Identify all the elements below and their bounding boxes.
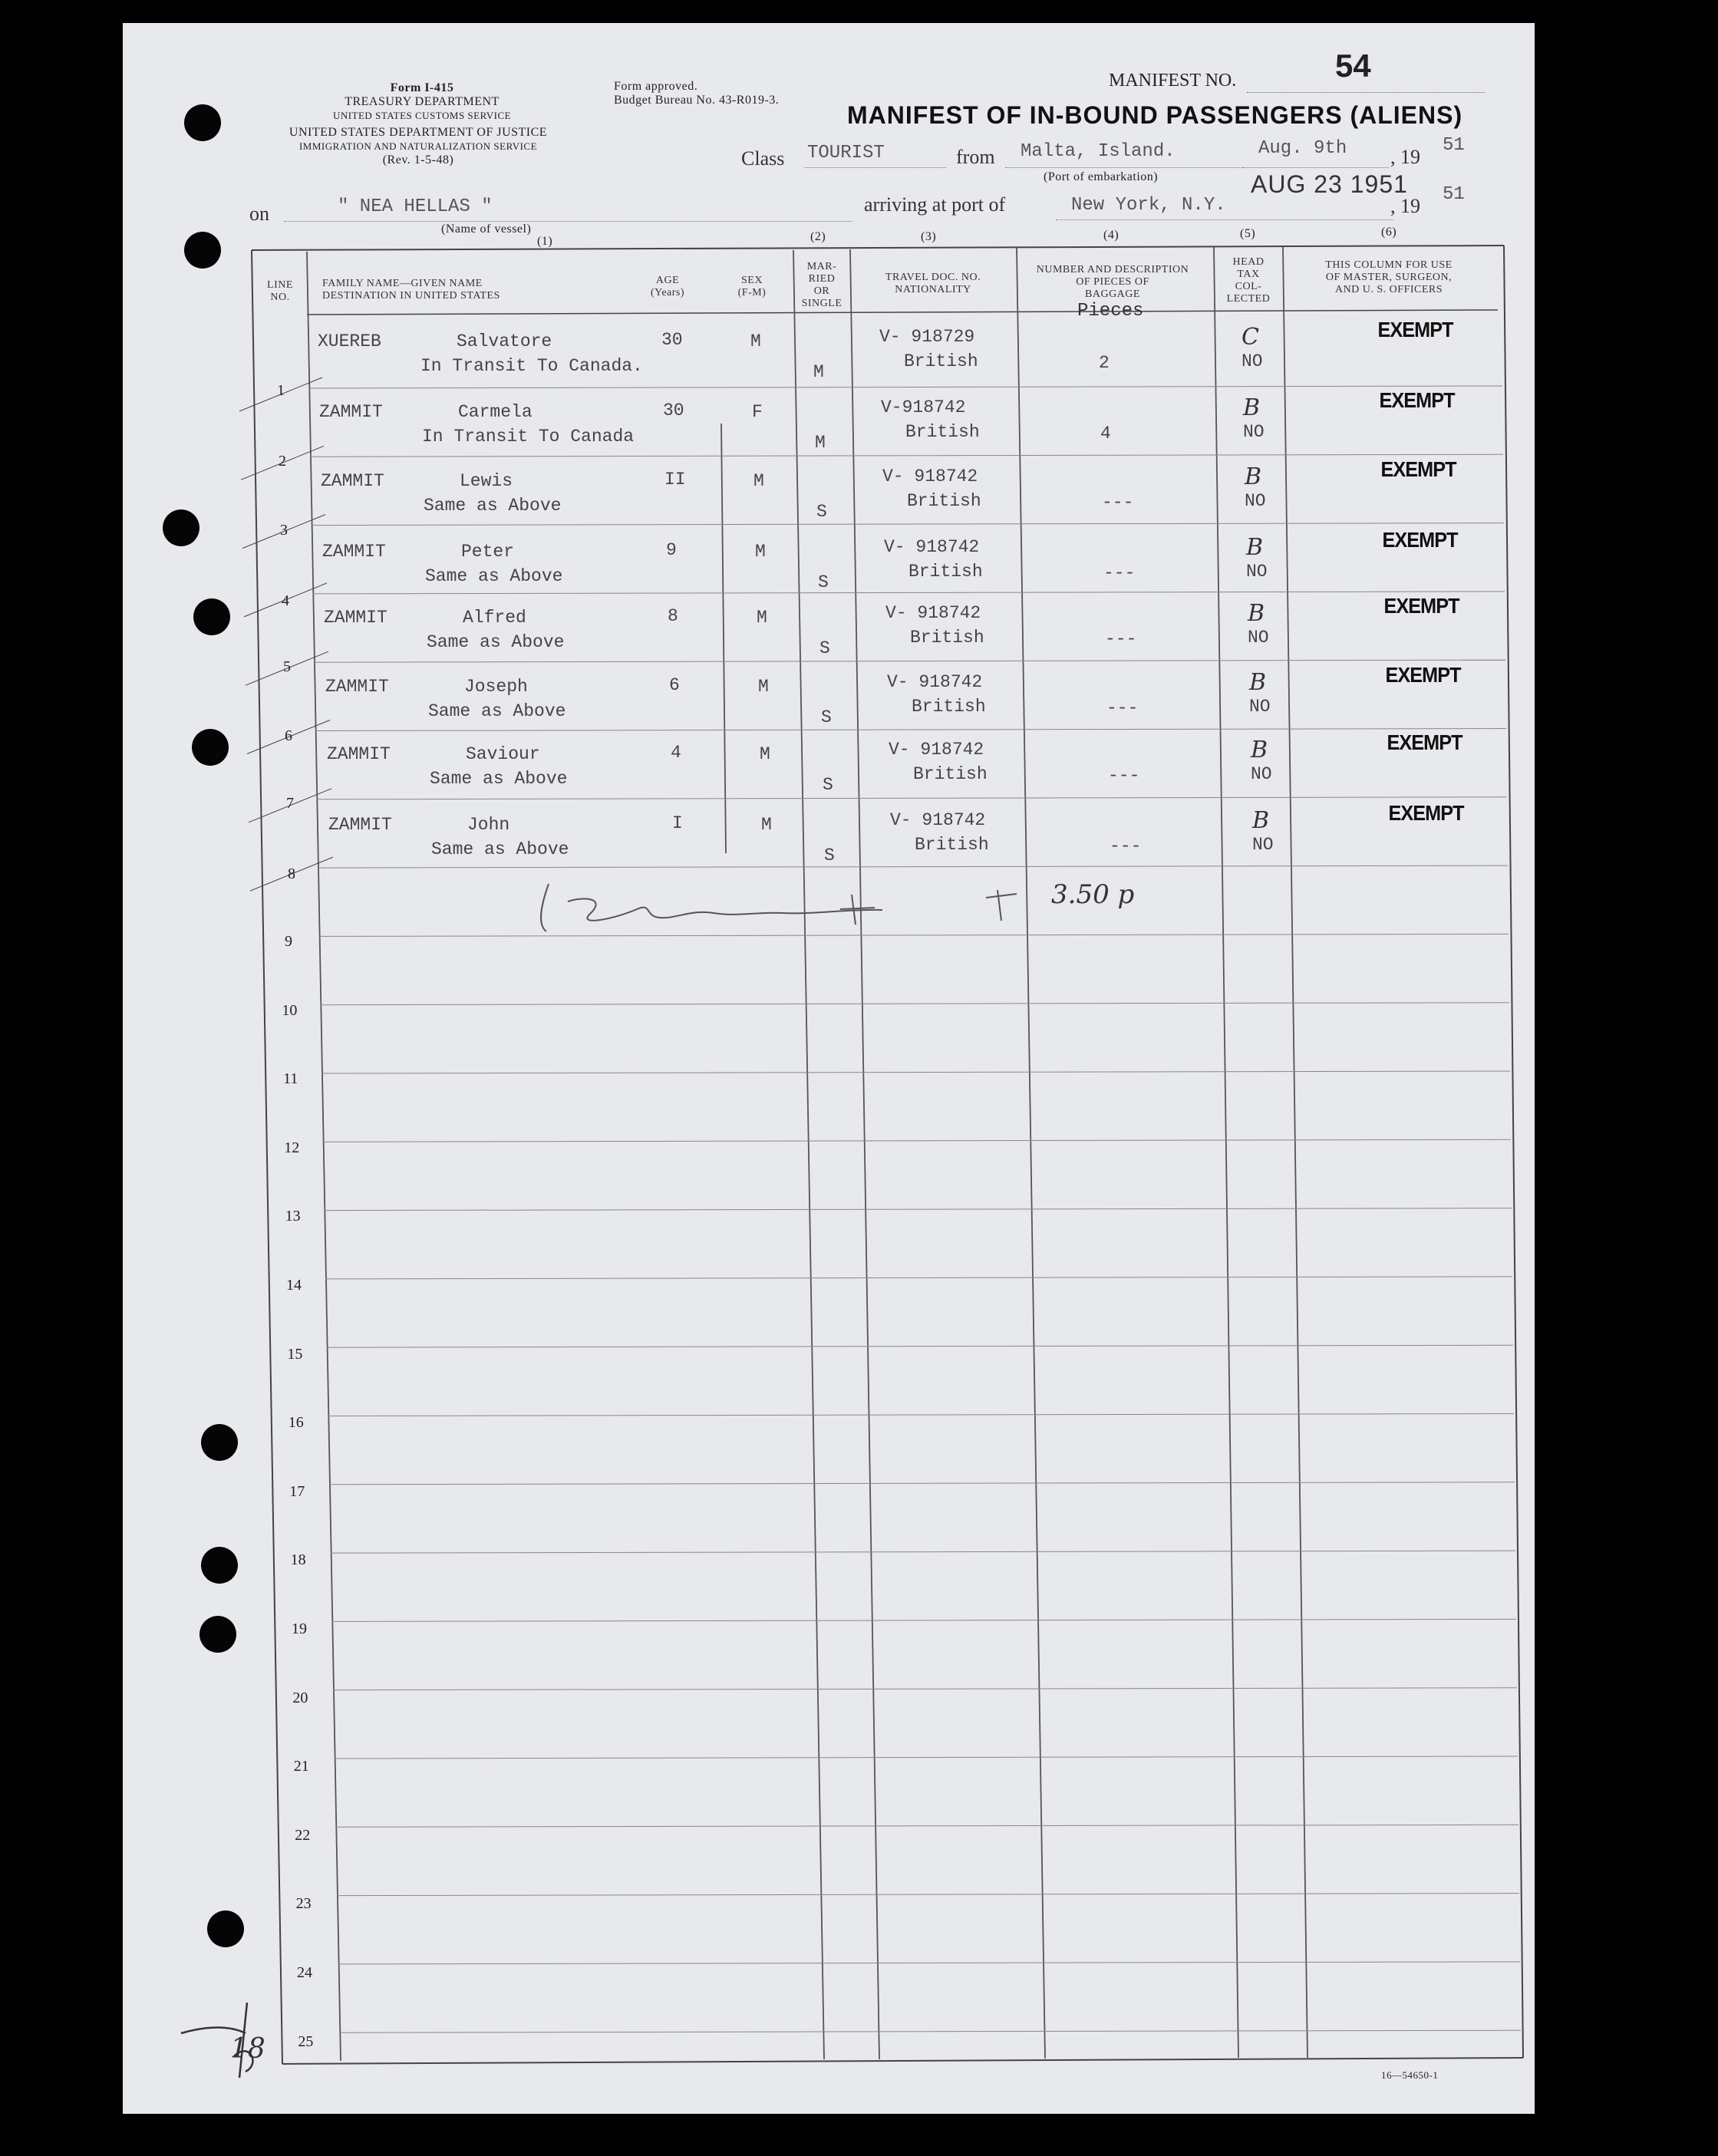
family-name: ZAMMIT xyxy=(325,677,389,697)
header-name-2: DESTINATION IN UNITED STATES xyxy=(322,290,500,302)
head-tax-mark: B xyxy=(1243,394,1261,421)
baggage-count: --- xyxy=(1110,836,1142,856)
line-number: 10 xyxy=(282,1001,298,1019)
margin-mark: 18 xyxy=(230,2033,265,2065)
header-line-no-2: NO. xyxy=(270,292,290,303)
footer-code: 16—54650-1 xyxy=(1381,2069,1439,2081)
form-number: Form I-415 xyxy=(390,81,454,94)
baggage-count: --- xyxy=(1102,493,1134,513)
destination: Same as Above xyxy=(430,769,568,789)
arrival-year-prefix: , 19 xyxy=(1390,195,1420,217)
arrival-year-value: 51 xyxy=(1443,184,1465,205)
line-number: 19 xyxy=(292,1620,307,1637)
marital-status: S xyxy=(824,846,835,865)
age: 9 xyxy=(666,540,677,560)
marital-status: S xyxy=(819,638,830,658)
header-married-1: MAR- xyxy=(806,261,837,272)
line-number: 12 xyxy=(284,1139,300,1156)
arrival-date-stamp: AUG 23 1951 xyxy=(1251,170,1408,198)
col-number: (1) xyxy=(537,235,553,248)
given-name: Saviour xyxy=(466,744,540,764)
head-tax-mark: B xyxy=(1249,669,1267,696)
travel-doc-no: V- 918742 xyxy=(889,740,984,760)
line-number: 16 xyxy=(288,1414,304,1432)
travel-doc-no: V-918742 xyxy=(881,397,966,417)
header-officers-1: THIS COLUMN FOR USE xyxy=(1325,259,1453,271)
given-name: Joseph xyxy=(464,677,528,697)
line-number: 11 xyxy=(283,1070,298,1088)
line-number: 6 xyxy=(285,727,292,744)
handwritten-amount: 3.50 p xyxy=(1051,879,1135,910)
family-name: ZAMMIT xyxy=(319,402,383,422)
destination: Same as Above xyxy=(428,701,566,721)
head-tax-value: NO xyxy=(1246,562,1268,582)
header-married-4: SINGLE xyxy=(801,298,843,309)
marital-status: S xyxy=(823,775,833,795)
line-number: 7 xyxy=(286,795,294,812)
arriving-label: arriving at port of xyxy=(864,193,1006,216)
header-head-tax-3: COL- xyxy=(1235,281,1262,292)
sex: M xyxy=(758,677,769,697)
travel-doc-no: V- 918742 xyxy=(890,810,986,830)
arrival-port: New York, N.Y. xyxy=(1071,195,1226,216)
header-sex-1: SEX xyxy=(741,275,763,286)
line-number: 22 xyxy=(295,1826,311,1844)
exempt-stamp: EXEMPT xyxy=(1383,594,1459,618)
travel-doc-no: V- 918742 xyxy=(884,537,980,557)
year-prefix: , 19 xyxy=(1390,146,1420,168)
nationality: British xyxy=(913,764,988,784)
header-age-1: AGE xyxy=(655,275,680,286)
header-head-tax-1: HEAD xyxy=(1232,256,1265,268)
nationality: British xyxy=(904,351,978,371)
class-value: TOURIST xyxy=(807,143,885,163)
head-tax-value: NO xyxy=(1248,628,1269,648)
header-officers-2: OF MASTER, SURGEON, xyxy=(1325,272,1453,283)
line-number: 24 xyxy=(297,1964,312,1981)
vessel-name: " NEA HELLAS " xyxy=(338,196,493,217)
marital-status: S xyxy=(821,707,832,727)
header-married-2: RIED xyxy=(808,273,836,285)
sex: M xyxy=(761,815,772,835)
port-caption: (Port of embarkation) xyxy=(1044,170,1159,183)
head-tax-mark: B xyxy=(1248,600,1265,627)
col-number: (6) xyxy=(1381,226,1397,239)
line-number: 21 xyxy=(293,1758,309,1775)
given-name: Alfred xyxy=(463,608,526,628)
travel-doc-no: V- 918729 xyxy=(879,327,975,347)
travel-doc-no: V- 918742 xyxy=(882,466,978,486)
destination: Same as Above xyxy=(427,632,565,652)
destination: Same as Above xyxy=(431,839,569,859)
line-number: 2 xyxy=(279,453,286,470)
line-number: 4 xyxy=(282,592,289,609)
head-tax-mark: B xyxy=(1251,737,1268,763)
family-name: XUEREB xyxy=(318,331,381,351)
destination: Same as Above xyxy=(424,496,562,516)
header-baggage-1: NUMBER AND DESCRIPTION xyxy=(1036,264,1189,275)
given-name: Peter xyxy=(461,542,515,562)
line-number: 25 xyxy=(298,2032,314,2050)
head-tax-mark: B xyxy=(1246,534,1264,561)
baggage-pieces-note: Pieces xyxy=(1077,301,1144,321)
given-name: John xyxy=(467,815,510,835)
page-title: MANIFEST OF IN-BOUND PASSENGERS (ALIENS) xyxy=(847,101,1463,129)
baggage-count: --- xyxy=(1106,698,1139,718)
age: 8 xyxy=(668,606,678,626)
col-number: (5) xyxy=(1240,227,1256,240)
baggage-count: --- xyxy=(1108,766,1140,786)
sex: M xyxy=(760,744,770,764)
sex: M xyxy=(753,471,764,491)
age: 30 xyxy=(663,401,684,420)
on-label: on xyxy=(249,203,269,225)
exempt-stamp: EXEMPT xyxy=(1380,457,1456,481)
family-name: ZAMMIT xyxy=(328,815,392,835)
exempt-stamp: EXEMPT xyxy=(1382,528,1458,552)
given-name: Lewis xyxy=(460,471,513,491)
baggage-count: 4 xyxy=(1100,424,1111,443)
destination: Same as Above xyxy=(425,566,563,586)
header-name-1: FAMILY NAME—GIVEN NAME xyxy=(322,278,483,289)
sex: F xyxy=(752,402,763,422)
header-travel-doc-2: NATIONALITY xyxy=(895,284,971,295)
header-line-no-1: LINE xyxy=(267,279,293,291)
form-approved-label: Form approved. xyxy=(614,80,698,93)
head-tax-value: NO xyxy=(1252,835,1274,855)
exempt-stamp: EXEMPT xyxy=(1385,663,1461,687)
given-name: Salvatore xyxy=(457,331,552,351)
col-number: (4) xyxy=(1103,229,1120,242)
manifest-no-value: 54 xyxy=(1335,48,1371,84)
nationality: British xyxy=(907,491,981,511)
header-age-2: (Years) xyxy=(650,287,685,298)
baggage-count: --- xyxy=(1105,629,1137,649)
customs-label: UNITED STATES CUSTOMS SERVICE xyxy=(332,110,512,121)
line-number: 1 xyxy=(277,382,285,399)
head-tax-mark: C xyxy=(1242,324,1259,351)
class-label: Class xyxy=(741,147,785,170)
col-number: (2) xyxy=(810,230,826,243)
family-name: ZAMMIT xyxy=(324,608,387,628)
family-name: ZAMMIT xyxy=(321,471,384,491)
marital-status: S xyxy=(818,572,829,592)
sex: M xyxy=(750,331,761,351)
line-number: 18 xyxy=(290,1551,306,1569)
head-tax-mark: B xyxy=(1245,463,1262,490)
family-name: ZAMMIT xyxy=(327,744,391,764)
doj-label: UNITED STATES DEPARTMENT OF JUSTICE xyxy=(289,126,548,139)
baggage-count: --- xyxy=(1103,563,1136,583)
family-name: ZAMMIT xyxy=(322,542,386,562)
destination: In Transit To Canada. xyxy=(420,356,643,376)
line-number: 14 xyxy=(286,1277,302,1294)
marital-status: M xyxy=(815,433,826,453)
header-baggage-2: OF PIECES OF xyxy=(1076,276,1149,288)
head-tax-value: NO xyxy=(1243,422,1265,442)
age: 30 xyxy=(661,330,683,350)
baggage-count: 2 xyxy=(1099,353,1110,373)
revision-label: (Rev. 1-5-48) xyxy=(382,153,454,166)
header-travel-doc-1: TRAVEL DOC. NO. xyxy=(885,272,981,283)
sex: M xyxy=(757,608,767,628)
treasury-label: TREASURY DEPARTMENT xyxy=(345,95,500,108)
col-number: (3) xyxy=(921,230,937,243)
nationality: British xyxy=(905,422,980,442)
budget-bureau-label: Budget Bureau No. 43-R019-3. xyxy=(614,94,780,107)
line-number: 17 xyxy=(289,1482,305,1500)
marital-status: M xyxy=(813,362,824,382)
exempt-stamp: EXEMPT xyxy=(1377,318,1453,341)
head-tax-value: NO xyxy=(1245,491,1266,511)
given-name: Carmela xyxy=(458,402,533,422)
exempt-stamp: EXEMPT xyxy=(1379,388,1455,412)
header-head-tax-4: LECTED xyxy=(1226,293,1271,305)
marital-status: S xyxy=(816,502,827,522)
exempt-stamp: EXEMPT xyxy=(1388,801,1464,825)
from-label: from xyxy=(956,146,995,168)
nationality: British xyxy=(908,562,983,582)
header-married-3: OR xyxy=(813,285,830,297)
ins-label: IMMIGRATION AND NATURALIZATION SERVICE xyxy=(298,140,538,152)
head-tax-value: NO xyxy=(1251,764,1272,784)
exempt-stamp: EXEMPT xyxy=(1387,730,1462,754)
line-number: 3 xyxy=(280,522,288,539)
line-number: 13 xyxy=(285,1208,301,1225)
head-tax-value: NO xyxy=(1249,697,1271,717)
departure-date: Aug. 9th xyxy=(1258,138,1347,159)
manifest-no-label: MANIFEST NO. xyxy=(1109,71,1237,91)
year-value: 51 xyxy=(1443,135,1465,156)
nationality: British xyxy=(910,628,984,648)
age: II xyxy=(664,470,686,490)
nationality: British xyxy=(912,697,986,717)
head-tax-value: NO xyxy=(1242,351,1263,371)
age: I xyxy=(672,813,683,833)
nationality: British xyxy=(915,835,989,855)
header-baggage-3: BAGGAGE xyxy=(1085,288,1140,300)
line-number: 23 xyxy=(295,1895,312,1913)
line-number: 8 xyxy=(288,865,295,882)
header-head-tax-2: TAX xyxy=(1237,269,1260,280)
line-number: 5 xyxy=(283,658,291,675)
age: 6 xyxy=(669,675,680,695)
vessel-caption: (Name of vessel) xyxy=(441,223,532,236)
line-number: 20 xyxy=(292,1689,308,1706)
header-sex-2: (F-M) xyxy=(737,287,767,298)
travel-doc-no: V- 918742 xyxy=(885,603,981,623)
sex: M xyxy=(755,542,766,562)
from-value: Malta, Island. xyxy=(1021,141,1176,162)
line-number: 15 xyxy=(287,1345,303,1363)
destination: In Transit To Canada xyxy=(422,427,635,447)
head-tax-mark: B xyxy=(1252,807,1270,834)
line-number: 9 xyxy=(285,933,292,950)
travel-doc-no: V- 918742 xyxy=(887,672,983,692)
header-officers-3: AND U. S. OFFICERS xyxy=(1334,284,1443,295)
age: 4 xyxy=(671,743,681,763)
